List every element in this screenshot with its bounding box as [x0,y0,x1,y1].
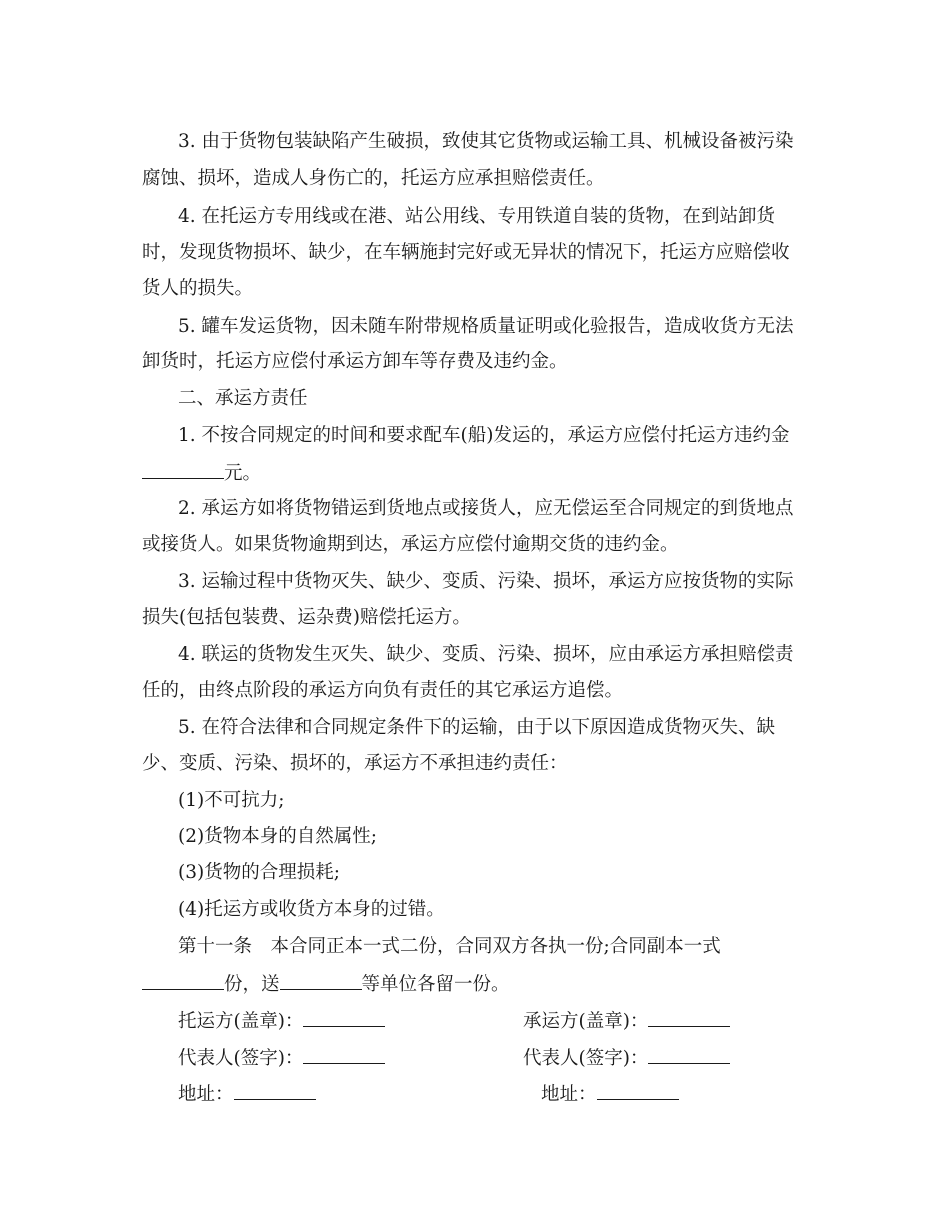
fill-blank-carrier-seal[interactable] [648,1008,730,1027]
carrier-address-field: 地址： [541,1081,679,1107]
shipper-seal-field: 托运方(盖章)： [178,1008,385,1034]
carrier-seal-field: 承运方(盖章)： [523,1008,730,1034]
paragraph-shipper-5-line2: 卸货时，托运方应偿付承运方卸车等存费及违约金。 [142,351,568,372]
fill-blank-copies[interactable] [142,971,224,990]
paragraph-shipper-5-line1: 5. 罐车发运货物，因未随车附带规格质量证明或化验报告，造成收货方无法 [178,316,794,337]
article-11-line2: 份，送 等单位各留一份。 [142,971,510,997]
fill-blank-carrier-rep[interactable] [648,1045,730,1064]
paragraph-carrier-4-line1: 4. 联运的货物发生灭失、缺少、变质、污染、损坏，应由承运方承担赔偿责 [178,644,794,665]
paragraph-shipper-3-line1: 3. 由于货物包装缺陷产生破损，致使其它货物或运输工具、机械设备被污染 [178,131,794,152]
fill-blank-carrier-address[interactable] [597,1081,679,1100]
fill-blank-shipper-address[interactable] [234,1081,316,1100]
carrier-rep-field: 代表人(签字)： [523,1045,730,1071]
paragraph-carrier-1-line2 [142,460,261,486]
fill-blank-shipper-rep[interactable] [303,1045,385,1064]
unit-yuan: 元。 [224,463,262,484]
paragraph-carrier-2-line1: 2. 承运方如将货物错运到货地点或接货人，应无偿运至合同规定的到货地点 [178,498,794,519]
shipper-rep-field: 代表人(签字)： [178,1045,385,1071]
shipper-address-field: 地址： [178,1081,316,1107]
paragraph-carrier-3-line2: 损失(包括包装费、运杂费)赔偿托运方。 [142,607,471,628]
paragraph-carrier-1-line1: 1. 不按合同规定的时间和要求配车(船)发运的，承运方应偿付托运方违约金 [178,425,790,446]
list-item-party-fault: (4)托运方或收货方本身的过错。 [178,899,445,920]
paragraph-shipper-3-line2: 腐蚀、损坏，造成人身伤亡的，托运方应承担赔偿责任。 [142,168,605,189]
paragraph-carrier-5-line1: 5. 在符合法律和合同规定条件下的运输，由于以下原因造成货物灭失、缺 [178,717,776,738]
section-heading-carrier: 二、承运方责任 [178,388,308,409]
article-11-line1: 第十一条 本合同正本一式二份，合同双方各执一份;合同副本一式 [178,936,721,957]
fill-blank-shipper-seal[interactable] [303,1008,385,1027]
paragraph-shipper-4-line1: 4. 在托运方专用线或在港、站公用线、专用铁道自装的货物，在到站卸货 [178,206,776,227]
list-item-force-majeure: (1)不可抗力; [178,790,285,811]
paragraph-carrier-3-line1: 3. 运输过程中货物灭失、缺少、变质、污染、损坏，承运方应按货物的实际 [178,571,794,592]
paragraph-shipper-4-line3: 货人的损失。 [142,278,254,299]
paragraph-shipper-4-line2: 时，发现货物损坏、缺少，在车辆施封完好或无异状的情况下，托运方应赔偿收 [142,242,790,263]
fill-blank-penalty[interactable] [142,460,224,479]
list-item-natural-property: (2)货物本身的自然属性; [178,826,377,847]
list-item-reasonable-loss: (3)货物的合理损耗; [178,862,340,883]
paragraph-carrier-2-line2: 或接货人。如果货物逾期到达，承运方应偿付逾期交货的违约金。 [142,534,679,555]
fill-blank-units[interactable] [280,971,362,990]
paragraph-carrier-4-line2: 任的，由终点阶段的承运方向负有责任的其它承运方追偿。 [142,680,624,701]
paragraph-carrier-5-line2: 少、变质、污染、损坏的，承运方不承担违约责任： [142,753,568,774]
